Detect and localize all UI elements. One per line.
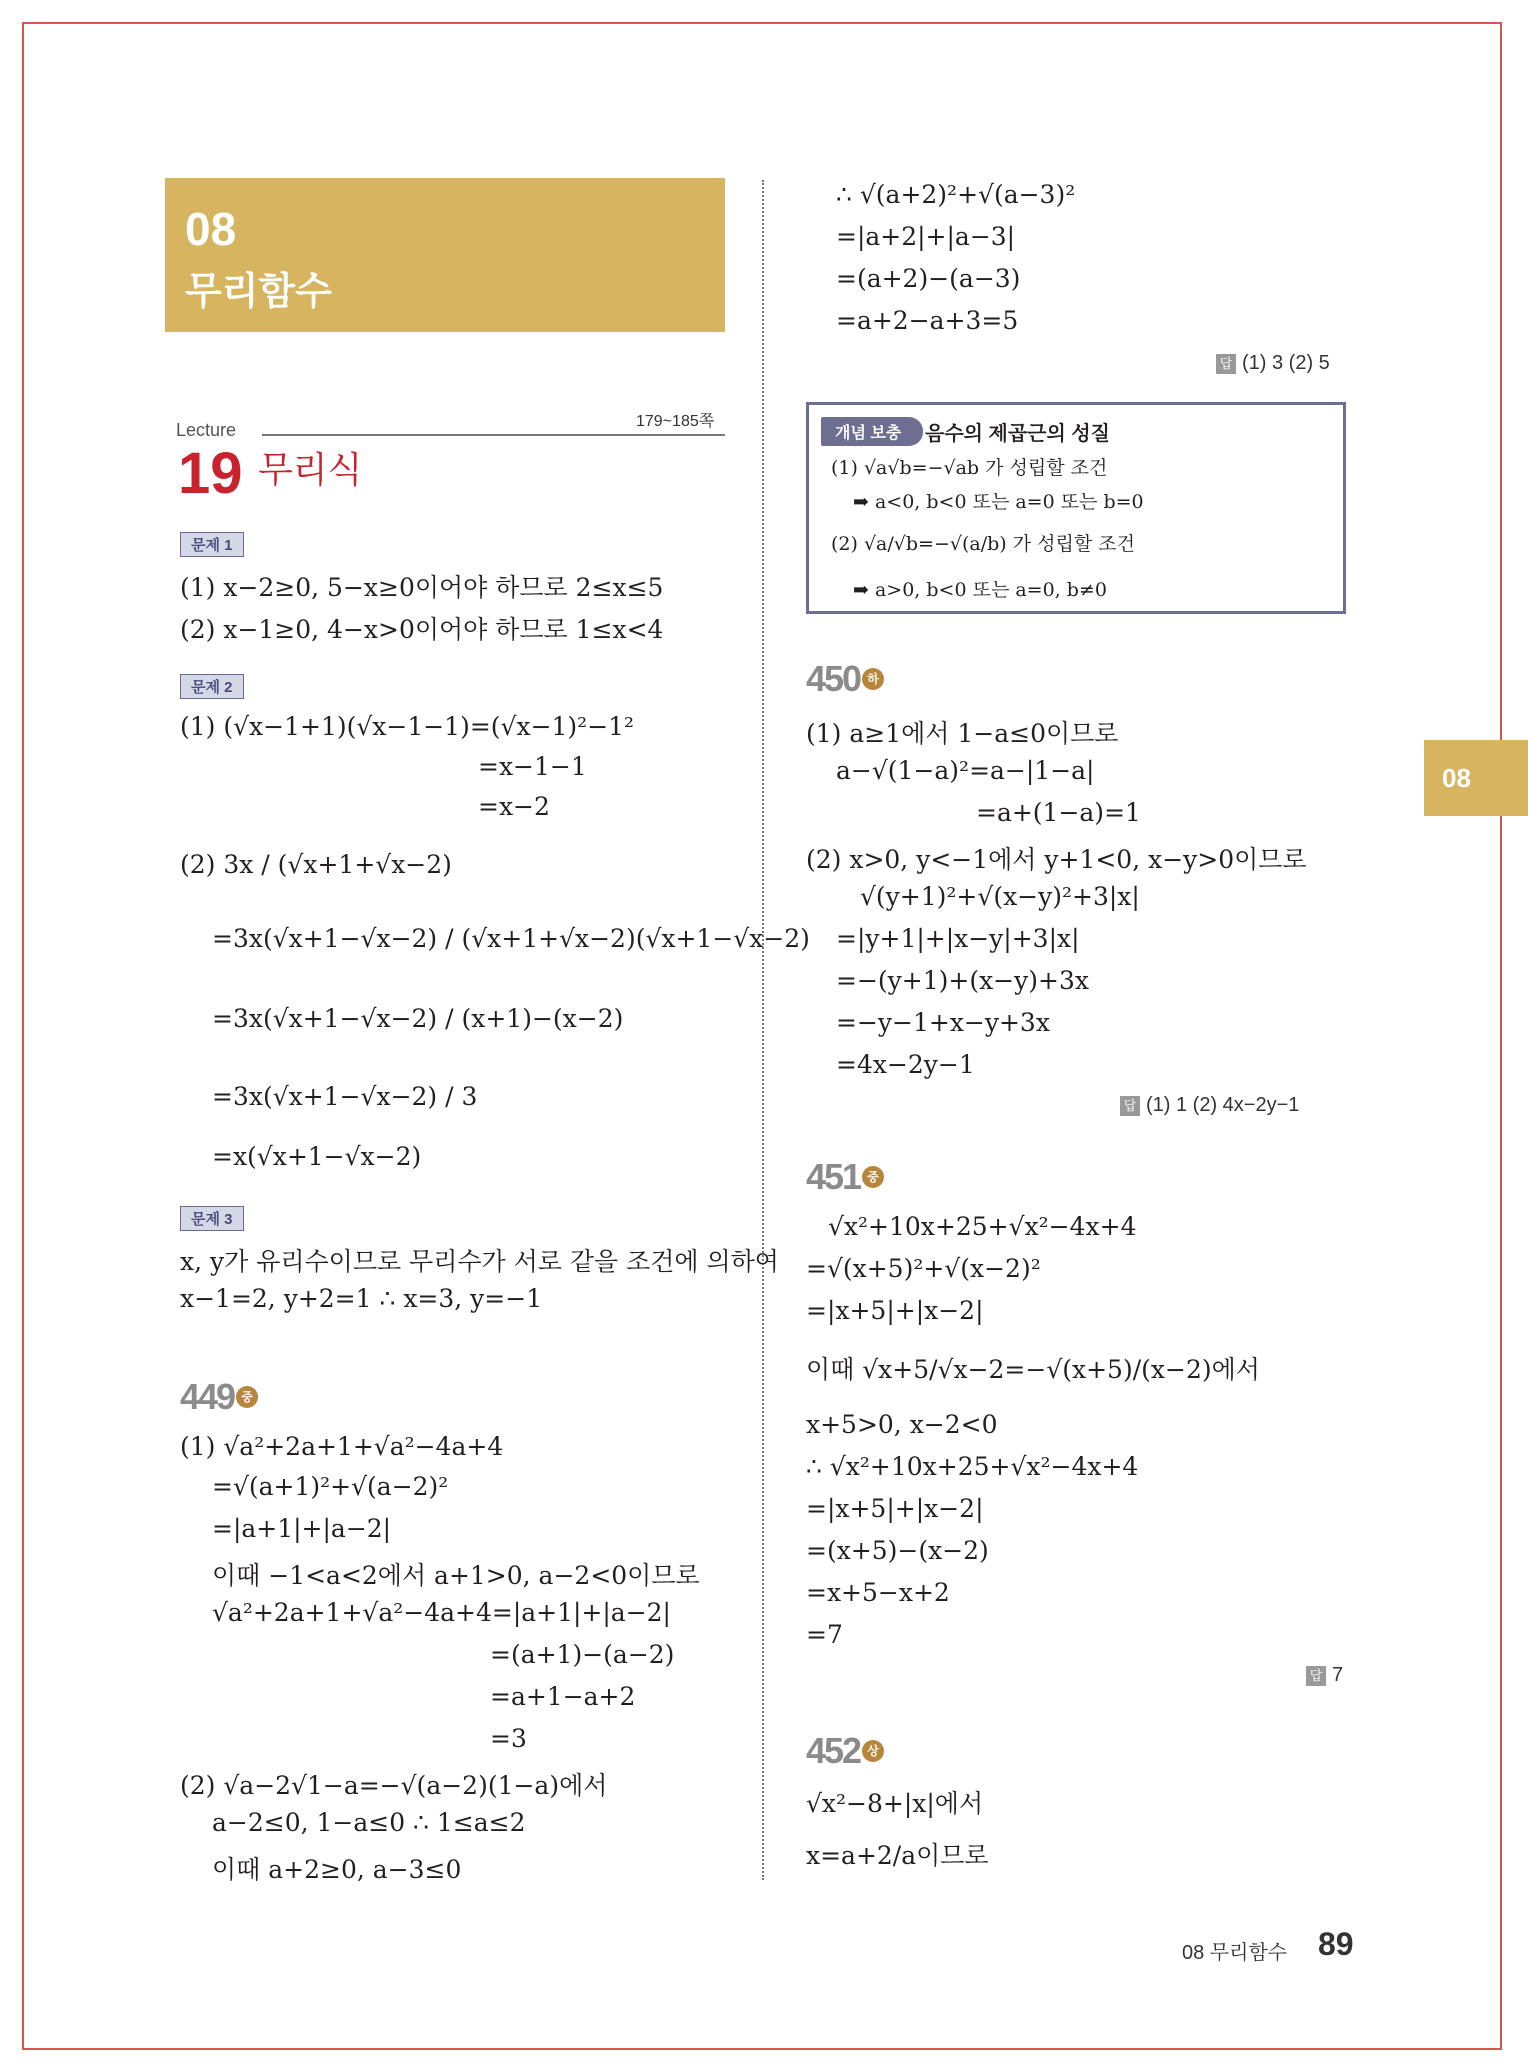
problem-449-cont-line: ∴ √(a+2)²+√(a−3)² — [836, 180, 1076, 209]
problem-449-cont-line: =a+2−a+3=5 — [836, 306, 1019, 335]
answer-449: 답 (1) 3 (2) 5 — [1216, 352, 1330, 375]
problem-450-line: a−√(1−a)²=a−|1−a| — [836, 756, 1095, 785]
concept-box — [806, 402, 1346, 614]
problem-2-line: =x−2 — [478, 792, 550, 821]
problem-450-line: √(y+1)²+√(x−y)²+3|x| — [860, 882, 1140, 911]
chapter-number: 08 — [185, 203, 237, 255]
column-divider — [762, 180, 764, 1880]
problem-451-number: 451 — [806, 1156, 861, 1197]
concept-line: ➡ a<0, b<0 또는 a=0 또는 b=0 — [853, 491, 1144, 513]
problem-449-line: a−2≤0, 1−a≤0 ∴ 1≤a≤2 — [212, 1808, 526, 1837]
answer-mark-icon: 답 — [1216, 354, 1236, 374]
problem-450-line: =a+(1−a)=1 — [976, 798, 1141, 827]
problem-450-line: (2) x>0, y<−1에서 y+1<0, x−y>0이므로 — [806, 845, 1307, 874]
lecture-rule — [262, 434, 725, 436]
answer-mark-icon: 답 — [1306, 1666, 1326, 1686]
problem-449-line: =|a+1|+|a−2| — [212, 1514, 392, 1543]
problem-449-line: 이때 a+2≥0, a−3≤0 — [212, 1855, 462, 1884]
problem-451-line: =(x+5)−(x−2) — [806, 1536, 989, 1565]
lecture-number: 19 — [178, 441, 243, 506]
problem-451-line: =7 — [806, 1620, 843, 1649]
problem-450-line: =−(y+1)+(x−y)+3x — [836, 966, 1089, 995]
chapter-header — [165, 178, 725, 332]
problem-3-line: x, y가 유리수이므로 무리수가 서로 같을 조건에 의하여 — [180, 1247, 779, 1276]
problem-451-line: 이때 √x+5/√x−2=−√(x+5)/(x−2)에서 — [806, 1355, 1260, 1384]
answer-mark-icon: 답 — [1120, 1096, 1140, 1116]
problem-2-line: (1) (√x−1+1)(√x−1−1)=(√x−1)²−1² — [180, 712, 635, 741]
lecture-pages: 179~185쪽 — [636, 413, 715, 430]
problem-449-line: (1) √a²+2a+1+√a²−4a+4 — [180, 1432, 504, 1461]
difficulty-badge: 중 — [236, 1386, 258, 1408]
problem-2-line: =3x(√x+1−√x−2) / (x+1)−(x−2) — [212, 1004, 624, 1033]
problem-2-line: (2) 3x / (√x+1+√x−2) — [180, 850, 452, 879]
chapter-title: 무리함수 — [185, 271, 332, 313]
problem-449-number: 449 — [180, 1376, 235, 1417]
concept-line: (1) √a√b=−√ab 가 성립할 조건 — [831, 457, 1108, 479]
problem-450-line: =4x−2y−1 — [836, 1050, 975, 1079]
problem-452-line: x=a+2/a이므로 — [806, 1841, 989, 1870]
problem-449-line: 이때 −1<a<2에서 a+1>0, a−2<0이므로 — [212, 1561, 700, 1590]
difficulty-badge: 상 — [862, 1740, 884, 1762]
problem-449-line: =(a+1)−(a−2) — [490, 1640, 675, 1669]
problem-451-line: =|x+5|+|x−2| — [806, 1494, 984, 1523]
lecture-label: Lecture — [176, 420, 237, 440]
problem-3-tag: 문제 3 — [180, 1206, 244, 1231]
problem-450-line: =−y−1+x−y+3x — [836, 1008, 1050, 1037]
answer-450: 답 (1) 1 (2) 4x−2y−1 — [1120, 1094, 1299, 1117]
concept-line: (2) √a/√b=−√(a/b) 가 성립할 조건 — [831, 533, 1135, 555]
problem-451-line: ∴ √x²+10x+25+√x²−4x+4 — [806, 1452, 1139, 1481]
problem-1-tag: 문제 1 — [180, 532, 244, 557]
problem-450-line: =|y+1|+|x−y|+3|x| — [836, 924, 1080, 953]
problem-2-line: =x−1−1 — [478, 752, 587, 781]
problem-452-line: √x²−8+|x|에서 — [806, 1789, 984, 1818]
page-number: 89 — [1318, 1926, 1354, 1962]
problem-451-line: √x²+10x+25+√x²−4x+4 — [828, 1212, 1137, 1241]
problem-451-line: =√(x+5)²+√(x−2)² — [806, 1254, 1041, 1283]
problem-451-line: x+5>0, x−2<0 — [806, 1410, 998, 1439]
difficulty-badge: 하 — [862, 668, 884, 690]
problem-449-line: =3 — [490, 1724, 527, 1753]
problem-449-cont-line: =|a+2|+|a−3| — [836, 222, 1016, 251]
problem-1-line: (2) x−1≥0, 4−x>0이어야 하므로 1≤x<4 — [180, 615, 664, 644]
concept-title: 음수의 제곱근의 성질 — [925, 423, 1110, 445]
answer-451: 답 7 — [1306, 1664, 1343, 1687]
concept-line: ➡ a>0, b<0 또는 a=0, b≠0 — [853, 579, 1107, 601]
problem-451-line: =|x+5|+|x−2| — [806, 1296, 984, 1325]
difficulty-badge: 중 — [862, 1166, 884, 1188]
problem-3-line: x−1=2, y+2=1 ∴ x=3, y=−1 — [180, 1284, 543, 1313]
footer-chapter-title: 08 무리함수 — [1182, 1942, 1288, 1964]
problem-449-line: √a²+2a+1+√a²−4a+4=|a+1|+|a−2| — [212, 1598, 671, 1627]
problem-450-number: 450 — [806, 658, 861, 699]
problem-449-cont-line: =(a+2)−(a−3) — [836, 264, 1021, 293]
chapter-side-tab: 08 — [1424, 740, 1528, 816]
problem-450-line: (1) a≥1에서 1−a≤0이므로 — [806, 719, 1119, 748]
problem-449-line: (2) √a−2√1−a=−√(a−2)(1−a)에서 — [180, 1771, 608, 1800]
problem-2-line: =x(√x+1−√x−2) — [212, 1142, 422, 1171]
problem-2-line: =3x(√x+1−√x−2) / (√x+1+√x−2)(√x+1−√x−2) — [212, 924, 810, 953]
problem-449-line: =√(a+1)²+√(a−2)² — [212, 1472, 449, 1501]
problem-1-line: (1) x−2≥0, 5−x≥0이어야 하므로 2≤x≤5 — [180, 573, 664, 602]
problem-451-line: =x+5−x+2 — [806, 1578, 950, 1607]
problem-2-line: =3x(√x+1−√x−2) / 3 — [212, 1082, 478, 1111]
problem-452-number: 452 — [806, 1730, 861, 1771]
lecture-title: 무리식 — [258, 449, 363, 490]
problem-2-tag: 문제 2 — [180, 674, 244, 699]
concept-tag: 개념 보충 — [821, 417, 923, 446]
problem-449-line: =a+1−a+2 — [490, 1682, 636, 1711]
